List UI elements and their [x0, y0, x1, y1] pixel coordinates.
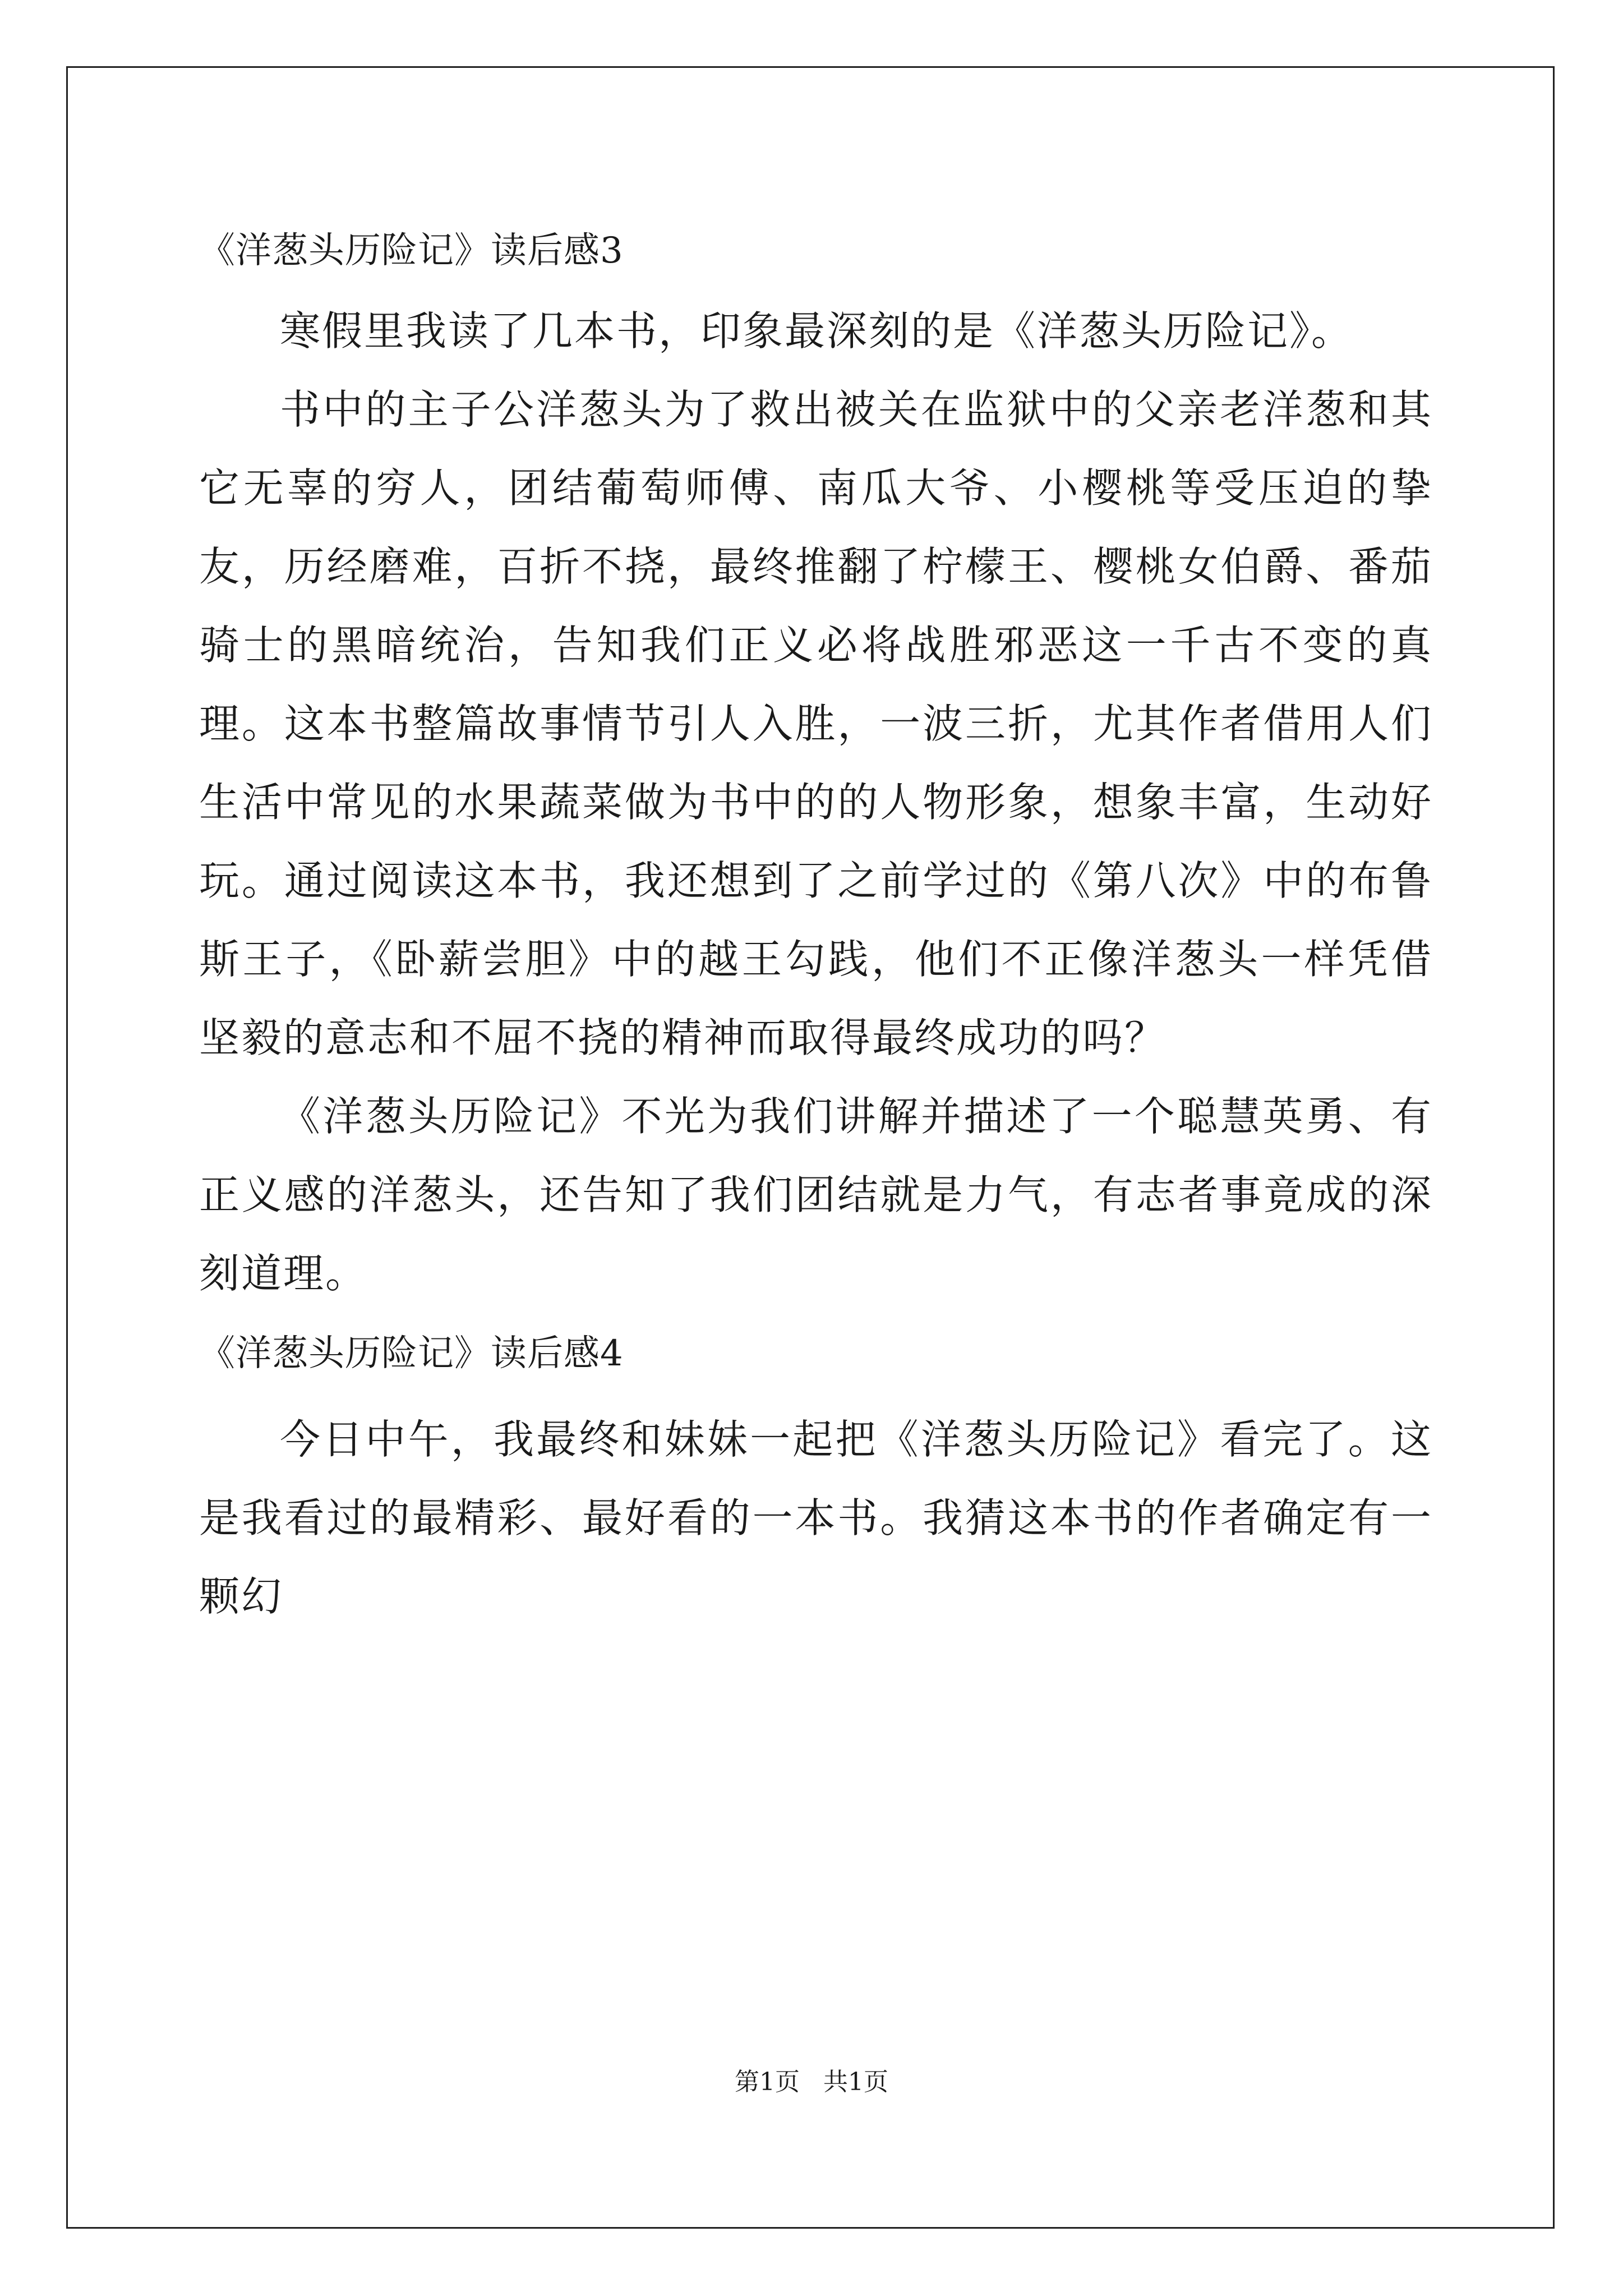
page-footer: 第1页 共1页 — [735, 2068, 888, 2096]
paragraph: 《洋葱头历险记》不光为我们讲解并描述了一个聪慧英勇、有正义感的洋葱头，还告知了我们团结就是力气，有志者事竟成的深刻道理。 — [199, 1093, 1433, 1297]
paragraph: 今日中午，我最终和妹妹一起把《洋葱头历险记》看完了。这是我看过的最精彩、最好看的一本书。我猜这本书的作者确定有一颗幻 — [199, 1416, 1433, 1620]
paragraph: 寒假里我读了几本书，印象最深刻的是《洋葱头历险记》。 — [280, 307, 1354, 355]
section-heading: 《洋葱头历险记》读后感4 — [199, 1333, 624, 1374]
section-heading: 《洋葱头历险记》读后感3 — [199, 230, 624, 272]
paragraph: 书中的主子公洋葱头为了救出被关在监狱中的父亲老洋葱和其它无辜的穷人，团结葡萄师傅、南瓜大爷、小樱桃等受压迫的挚友，历经磨难，百折不挠，最终推翻了柠檬王、樱桃女伯爵、番茄骑士的黑暗统治，告知我们正义必将战胜邪恶这一千古不变的真理。这本书整篇故事情节引人入胜，一波三折，尤其作者借用人们生活中常见的水果蔬菜做为书中的的人物形象，想象丰富，生动好玩。通过阅读这本书，我还想到了之前学过的《第八次》中的布鲁斯王子，《卧薪尝胆》中的越王勾践，他们不正像洋葱头一样凭借坚毅的意志和不屈不挠的精神而取得最终成功的吗？ — [199, 386, 1433, 1061]
document-body — [199, 220, 1433, 1636]
